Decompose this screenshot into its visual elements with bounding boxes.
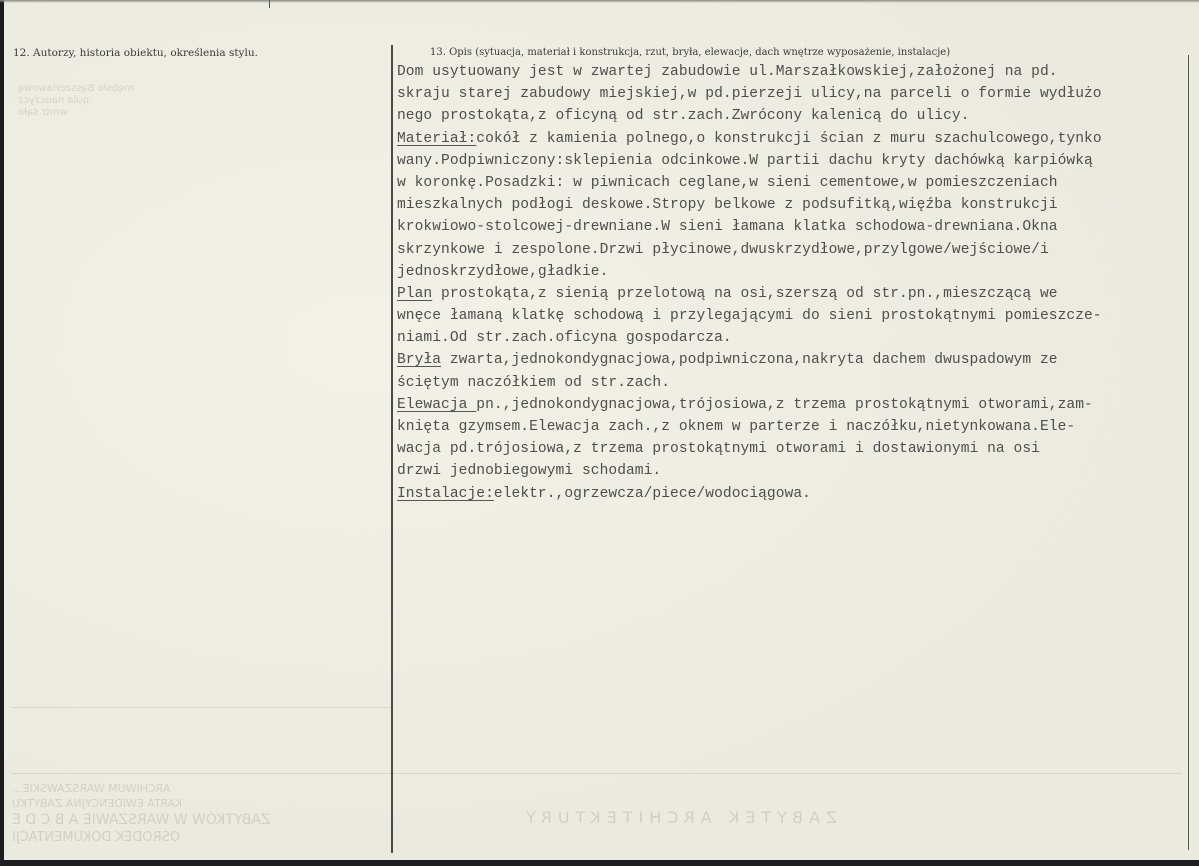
bleed-through-text: wmtr śąło	[18, 107, 68, 118]
description-line: jednoskrzydłowe,gładkie.	[397, 263, 609, 280]
section-heading-instalacje: Instalacje:	[397, 485, 494, 502]
description-line: Dom usytuowany jest w zwartej zabudowie ul.Marszałkowskiej,założonej na pd.	[397, 64, 1058, 80]
description-line: mieszkalnych podłogi deskowe.Stropy belkowe z podsufitką,więźba konstrukcji	[397, 197, 1058, 214]
section-heading-plan: Plan	[397, 285, 433, 302]
bleed-through-rule	[12, 707, 392, 708]
section-heading-elewacja: Elewacja	[397, 396, 477, 413]
bleed-through-footer-text: ARCHIWUM WARSZAWSKIE...	[12, 782, 171, 795]
description-line: wacja pd.trójosiowa,z trzema prostokątnymi otworami i dostawionymi na osi	[397, 441, 1040, 458]
section-heading-material: Materiał:	[397, 130, 477, 147]
description-line: wnęce łamaną klatkę schodową i przylegającymi do sieni prostokątnymi pomieszcze-	[397, 308, 1102, 325]
field-13-label: 13. Opis (sytuacja, materiał i konstrukcja, rzut, bryła, elewacje, dach wnętrze wyposażenie, instalacje)	[430, 47, 951, 58]
fold-tick-mark	[269, 0, 270, 8]
description-line: nego prostokąta,z oficyną od str.zach.Zwrócony kalenicą do ulicy.	[397, 108, 970, 125]
description-line: wany.Podpiwniczony:sklepienia odcinkowe.W partii dachu kryty dachówką karpiówką	[397, 152, 1093, 169]
description-line: ściętym naczółkiem od str.zach.	[397, 374, 671, 391]
description-line: drzwi jednobiegowymi schodami.	[397, 463, 662, 480]
bleed-through-footer-text: OŚRODEK DOKUMENTACJI	[12, 830, 181, 845]
description-line: w koronkę.Posadzki: w piwnicach ceglane,w sieni cementowe,w pomieszczeniach	[397, 174, 1058, 191]
scan-top-shadow	[0, 0, 1199, 3]
description-line-material: Materiał:cokół z kamienia polnego,o konstrukcji ścian z muru szachulcowego,tynko	[397, 130, 1102, 147]
description-line-plan: Plan prostokąta,z sienią przelotową na osi,szerszą od str.pn.,mieszczącą we	[397, 285, 1058, 302]
description-line: skraju starej zabudowy miejskiej,w pd.pierzeji ulicy,na parceli o formie wydłużo	[397, 86, 1102, 103]
bleed-through-text: quia nauczycz	[18, 95, 89, 106]
description-line: skrzynkowe i zespolone.Drzwi płycinowe,dwuskrzydłowe,przylgowe/wejściowe/i	[397, 241, 1049, 258]
bleed-through-rule	[12, 773, 1182, 774]
description-line: niami.Od str.zach.oficyna gospodarcza.	[397, 330, 732, 347]
section-heading-bryla: Bryła	[397, 352, 442, 369]
description-line: krokwiowo-stolcowej-drewniane.W sieni łamana klatka schodowa-drewniana.Okna	[397, 219, 1058, 236]
description-line-instalacje: Instalacje:elektr.,ogrzewcza/piece/wodociągowa.	[397, 485, 811, 502]
bleed-through-footer-text: KARTA EWIDENCYJNA ZABYTKU	[12, 797, 183, 810]
description-line-bryla: Bryła zwarta,jednokondygnacjowa,podpiwniczona,nakryta dachem dwuspadowym ze	[397, 352, 1058, 369]
description-line-elewacja: Elewacja pn.,jednokondygnacjowa,trójosiowa,z trzema prostokątnymi otworami,zam-	[397, 396, 1093, 413]
scan-bottom-edge	[0, 860, 1199, 866]
description-line: knięta gzymsem.Elewacja zach.,z oknem w parterze i naczółku,nietynkowana.Ele-	[397, 419, 1076, 435]
bleed-through-footer-title: ZABYTEK ARCHITEKTURY	[520, 808, 837, 827]
field-12-label: 12. Autorzy, historia obiektu, określenia stylu.	[13, 47, 258, 59]
bleed-through-footer-text: ZABYTKÓW W WARSZAWIE A B C D E	[12, 812, 271, 828]
right-border-rule	[1188, 55, 1189, 850]
description-body	[397, 61, 1187, 505]
bleed-through-text: mębsło Bąsszerlawowę	[18, 83, 135, 94]
column-divider	[391, 45, 393, 853]
